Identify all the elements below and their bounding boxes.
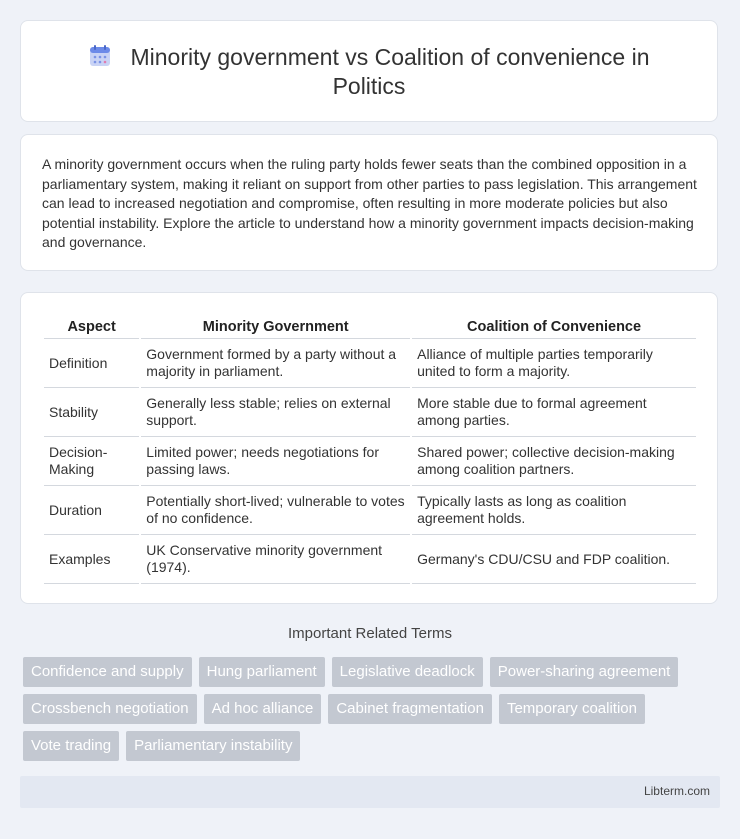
row-aspect: Definition (44, 339, 139, 388)
header-coalition-of-convenience: Coalition of Convenience (412, 314, 696, 339)
row-coalition: Typically lasts as long as coalition agreement holds. (412, 486, 696, 535)
header-minority-government: Minority Government (141, 314, 410, 339)
calendar-icon (88, 44, 112, 68)
table-row (44, 339, 696, 388)
row-aspect: Decision-Making (44, 437, 139, 486)
comparison-card (20, 292, 718, 604)
row-minority: UK Conservative minority government (1974). (141, 535, 410, 584)
related-terms-title: Important Related Terms (288, 625, 452, 642)
term-tag[interactable]: Crossbench negotiation (23, 694, 197, 724)
title-card (20, 20, 718, 122)
row-coalition: Germany's CDU/CSU and FDP coalition. (412, 535, 696, 584)
term-tag[interactable]: Cabinet fragmentation (328, 694, 492, 724)
row-minority: Government formed by a party without a majority in parliament. (141, 339, 410, 388)
term-tag[interactable]: Hung parliament (199, 657, 325, 687)
row-coalition: More stable due to formal agreement among parties. (412, 388, 696, 437)
table-header-row (44, 314, 696, 339)
comparison-table (42, 314, 698, 584)
footer-site-link[interactable]: Libterm.com (643, 784, 710, 798)
term-tag[interactable]: Vote trading (23, 731, 119, 761)
row-minority: Generally less stable; relies on external support. (141, 388, 410, 437)
term-tag[interactable]: Temporary coalition (499, 694, 645, 724)
row-coalition: Alliance of multiple parties temporarily united to form a majority. (412, 339, 696, 388)
table-row (44, 535, 696, 584)
term-tag[interactable]: Ad hoc alliance (204, 694, 322, 724)
page-title: Minority government vs Coalition of convenience in Politics (130, 44, 650, 99)
row-aspect: Stability (44, 388, 139, 437)
page-title-wrap (61, 43, 677, 101)
term-tag[interactable]: Parliamentary instability (126, 731, 300, 761)
term-tag[interactable]: Power-sharing agreement (490, 657, 679, 687)
row-coalition: Shared power; collective decision-making among coalition partners. (412, 437, 696, 486)
term-tag[interactable]: Legislative deadlock (332, 657, 483, 687)
row-minority: Potentially short-lived; vulnerable to votes of no confidence. (141, 486, 410, 535)
table-row (44, 437, 696, 486)
table-row (44, 388, 696, 437)
intro-card (20, 134, 718, 271)
intro-paragraph: A minority government occurs when the ruling party holds fewer seats than the combined opposition in a parliamentary system, making it reliant on support from other parties to pass legislation. This arrangement can lead to increased negotiation and compromise, often resulting in more moderate policies but also potential instability. Explore the article to understand how a minority government impacts decision-making and governance. (42, 156, 697, 250)
related-terms-list (23, 657, 723, 761)
header-aspect: Aspect (44, 314, 139, 339)
term-tag[interactable]: Confidence and supply (23, 657, 192, 687)
footer (20, 776, 720, 808)
row-aspect: Duration (44, 486, 139, 535)
row-aspect: Examples (44, 535, 139, 584)
table-row (44, 486, 696, 535)
row-minority: Limited power; needs negotiations for passing laws. (141, 437, 410, 486)
